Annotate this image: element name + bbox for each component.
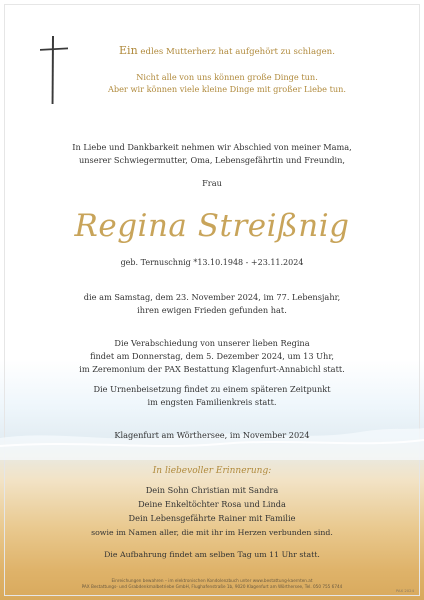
memory-heading: In liebevoller Erinnerung: [152,466,272,476]
quote-line-1-text: edles Mutterherz hat aufgehört zu schlagen. [137,47,335,57]
death-line-2: ihren ewigen Frieden gefunden hat. [137,305,287,315]
salutation: Frau [202,178,222,188]
memory-line-1: Dein Sohn Christian mit Sandra [145,485,279,495]
farewell-line-1: In Liebe und Dankbarkeit nehmen wir Abschied von meiner Mama, [72,142,352,152]
deceased-dates: geb. Ternuschnig *13.10.1948 - +23.11.2024 [120,258,304,267]
footer-line-1: Einreichungen bewahren – im elektronischen Kondolenzbuch unter www.bestattung-kaernten.at [111,578,313,583]
document-code: PAX 2024 [395,588,414,593]
urn-line-2: im engsten Familienkreis statt. [147,397,277,407]
memory-line-2: Deine Enkeltöchter Rosa und Linda [138,499,286,509]
ceremony-line-1: Die Verabschiedung von unserer lieben Regina [114,338,310,348]
deceased-name: Regina Streißnig [74,208,350,244]
shoreline-wave [0,420,424,460]
viewing-note: Die Aufbahrung findet am selben Tag um 11 Uhr statt. [104,550,320,559]
quote-line-1 [0,44,424,57]
quote-line-3: Aber wir können viele kleine Dinge mit großer Liebe tun. [107,84,347,94]
memory-line-4: sowie im Namen aller, die mit ihr im Herzen verbunden sind. [91,528,333,537]
quote-line-2: Nicht alle von uns können große Dinge tun. [136,72,318,82]
farewell-line-2: unserer Schwiegermutter, Oma, Lebensgefährtin und Freundin, [79,155,345,165]
quote-initial: Ein [119,44,138,57]
urn-line-1: Die Urnenbeisetzung findet zu einem späteren Zeitpunkt [93,384,331,394]
place-date: Klagenfurt am Wörthersee, im November 2024 [114,430,310,440]
ceremony-line-2: findet am Donnerstag, dem 5. Dezember 2024, um 13 Uhr, [90,351,334,361]
death-line-1: die am Samstag, dem 23. November 2024, im 77. Lebensjahr, [83,292,341,302]
footer-line-2: PAX Bestattungs- und Grabdenkmalbetriebe GmbH, Flughafenstraße 1b, 9020 Klagenfurt am Wörthersee, Tel. 050 755 6744 [81,584,343,589]
ceremony-line-3: im Zeremonium der PAX Bestattung Klagenfurt-Annabichl statt. [79,364,345,374]
memory-line-3: Dein Lebensgefährte Rainer mit Familie [128,513,296,523]
